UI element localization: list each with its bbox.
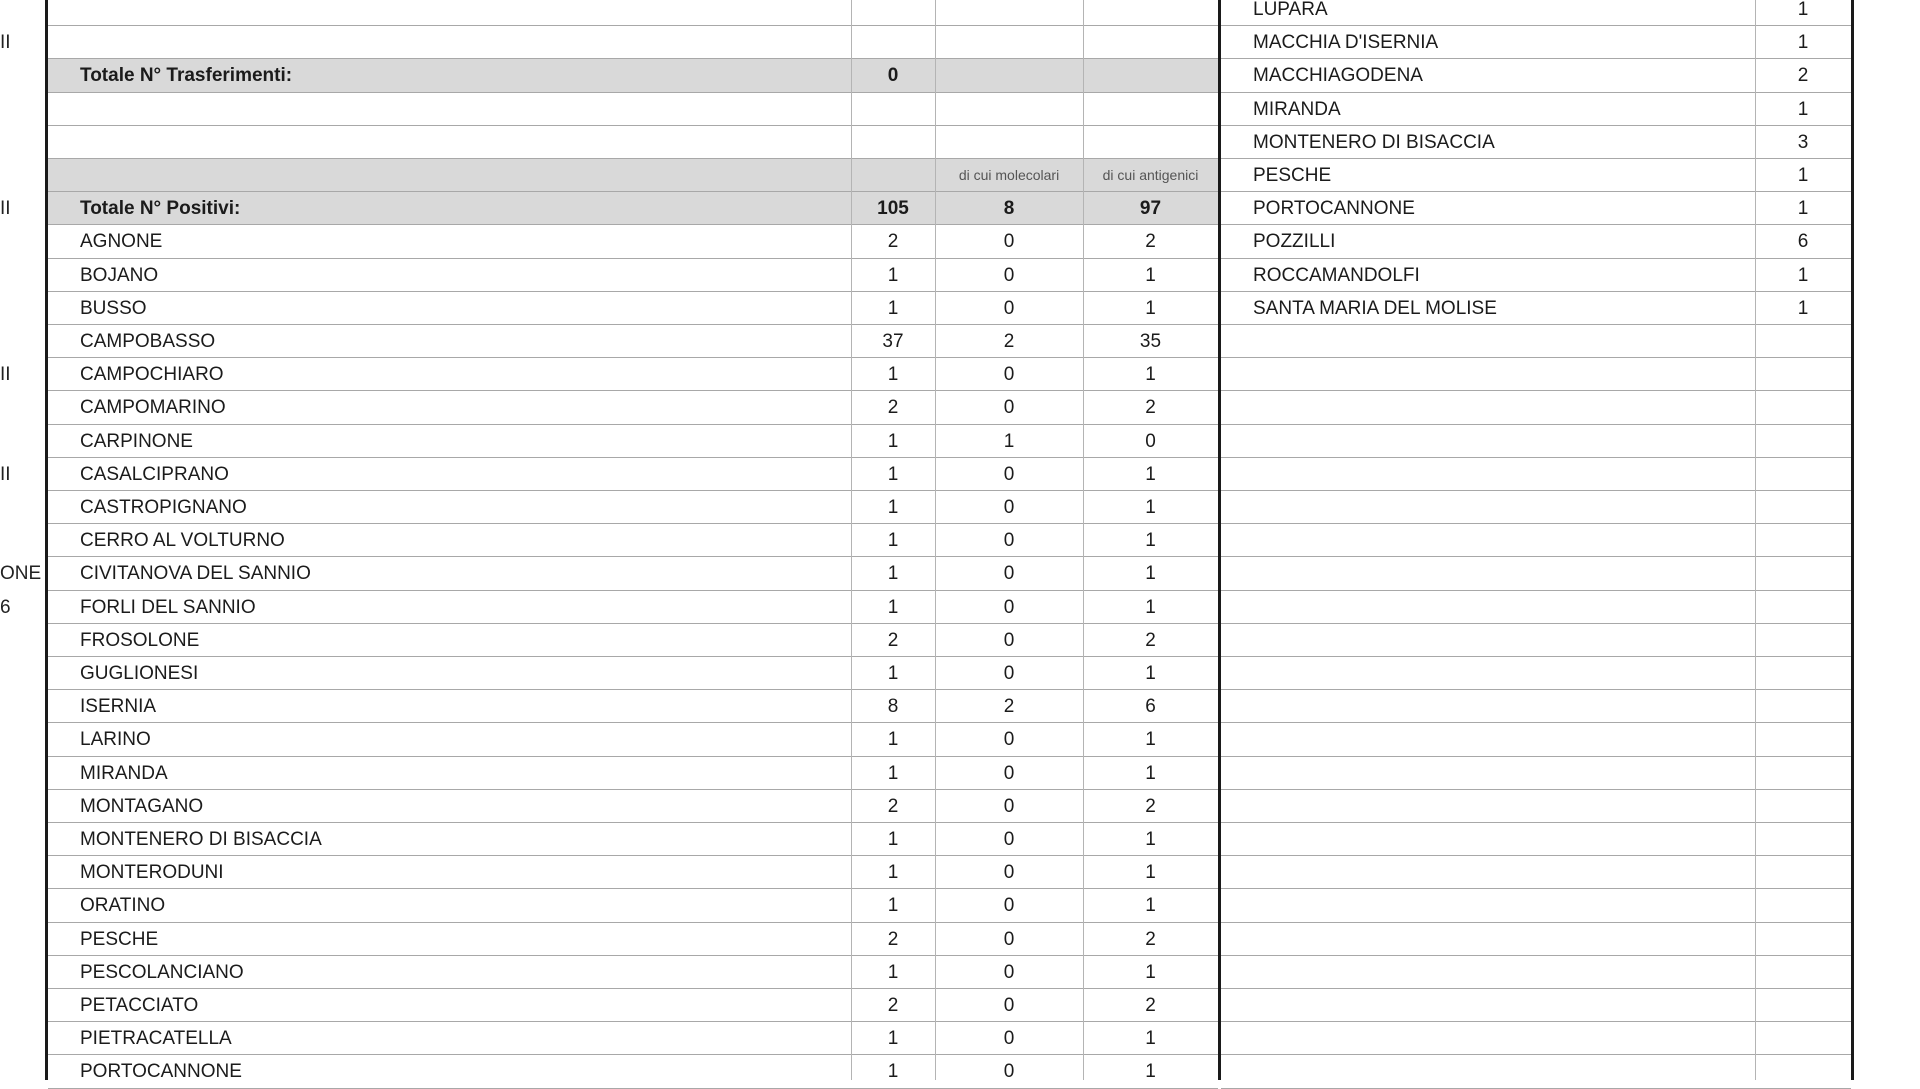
positivi-total: 1	[887, 364, 899, 386]
positivi-total: 1	[887, 530, 899, 552]
positivi-molecolari: 0	[1003, 563, 1015, 585]
totale-molecolari-value: 8	[1003, 198, 1015, 220]
positivi-antigenici: 2	[1145, 629, 1156, 651]
positivi-total: 1	[887, 1028, 899, 1050]
positivi-molecolari: 0	[1003, 629, 1015, 651]
table-border-right	[1851, 0, 1854, 1080]
positivi-antigenici: 1	[1145, 961, 1156, 983]
positivi-total: 2	[887, 928, 899, 950]
comune-value: 1	[1797, 264, 1809, 286]
positivi-total: 1	[887, 862, 899, 884]
comune-name: PETACCIATO	[80, 995, 199, 1016]
positivi-molecolari: 0	[1003, 1028, 1015, 1050]
comune-name: BUSSO	[80, 297, 147, 319]
positivi-molecolari: 1	[1003, 430, 1015, 452]
comune-name: ORATINO	[80, 895, 166, 917]
positivi-antigenici: 0	[1145, 430, 1156, 452]
table-row	[1221, 491, 1851, 524]
positivi-molecolari: 0	[1003, 264, 1015, 286]
table-row	[48, 93, 1218, 126]
positivi-molecolari: 0	[1003, 596, 1015, 618]
positivi-molecolari: 0	[1003, 297, 1015, 319]
comune-name: CERRO AL VOLTURNO	[80, 530, 285, 552]
positivi-antigenici: 1	[1145, 1061, 1156, 1083]
positivi-total: 1	[887, 596, 899, 618]
positivi-antigenici: 1	[1145, 563, 1156, 585]
table-row	[48, 26, 1218, 59]
table-row	[1221, 790, 1851, 823]
comune-name: MONTENERO DI BISACCIA	[80, 829, 322, 850]
positivi-total: 1	[887, 264, 899, 286]
table-row	[48, 0, 1218, 26]
cropped-text-fragment: ONE	[0, 563, 42, 585]
comune-name: GUGLIONESI	[80, 663, 199, 684]
comune-name: CASTROPIGNANO	[80, 497, 247, 518]
comune-name: LARINO	[80, 729, 151, 751]
positivi-molecolari: 0	[1003, 729, 1015, 751]
positivi-total: 37	[882, 331, 904, 352]
positivi-molecolari: 0	[1003, 862, 1015, 884]
positivi-antigenici: 1	[1145, 297, 1156, 319]
positivi-total: 1	[887, 829, 899, 850]
positivi-antigenici: 1	[1145, 729, 1156, 751]
table-row	[1221, 757, 1851, 790]
comune-value: 6	[1797, 231, 1809, 253]
comune-name: MONTENERO DI BISACCIA	[1253, 131, 1495, 153]
comune-name: SANTA MARIA DEL MOLISE	[1253, 297, 1497, 319]
comune-name: PESCHE	[80, 928, 159, 950]
positivi-molecolari: 0	[1003, 231, 1015, 253]
comune-name: CASALCIPRANO	[80, 463, 229, 485]
positivi-molecolari: 0	[1003, 961, 1015, 983]
comune-value: 1	[1797, 198, 1809, 220]
cropped-text-fragment: II	[0, 198, 11, 220]
comune-name: PIETRACATELLA	[80, 1028, 232, 1050]
table-row	[1221, 1055, 1851, 1088]
table-row	[1221, 524, 1851, 557]
table-row	[1221, 956, 1851, 989]
positivi-antigenici: 1	[1145, 1028, 1156, 1050]
comune-name: LUPARA	[1253, 0, 1328, 20]
table-row	[1221, 690, 1851, 723]
positivi-total: 1	[887, 497, 899, 518]
comune-name: AGNONE	[80, 231, 163, 253]
table-row	[1221, 657, 1851, 690]
comune-value: 1	[1797, 0, 1809, 20]
positivi-total: 2	[887, 231, 899, 253]
comune-name: MIRANDA	[1253, 98, 1341, 120]
table-row	[1221, 624, 1851, 657]
positivi-antigenici: 35	[1139, 331, 1162, 352]
comune-name: CAMPOMARINO	[80, 397, 226, 419]
table-row	[1221, 889, 1851, 922]
positivi-table	[48, 0, 1218, 1083]
comune-name: FROSOLONE	[80, 629, 200, 651]
comune-value: 1	[1797, 297, 1809, 319]
positivi-total: 8	[887, 696, 899, 718]
comune-name: CAMPOCHIARO	[80, 364, 224, 386]
comune-name: ROCCAMANDOLFI	[1253, 264, 1420, 286]
comune-value: 1	[1797, 165, 1809, 186]
positivi-antigenici: 2	[1145, 928, 1156, 950]
positivi-antigenici: 1	[1145, 829, 1156, 850]
table-row	[1221, 1022, 1851, 1055]
positivi-total: 2	[887, 629, 899, 651]
comune-name: MONTAGANO	[80, 795, 204, 817]
positivi-molecolari: 0	[1003, 463, 1015, 485]
positivi-molecolari: 0	[1003, 895, 1015, 917]
positivi-antigenici: 1	[1145, 497, 1156, 518]
comune-name: ISERNIA	[80, 696, 157, 718]
table-row	[1221, 591, 1851, 624]
positivi-antigenici: 1	[1145, 895, 1156, 917]
table-row	[1221, 358, 1851, 391]
table-row	[1221, 823, 1851, 856]
totale-antigenici-value: 97	[1139, 198, 1162, 220]
positivi-antigenici: 1	[1145, 596, 1156, 618]
positivi-molecolari: 0	[1003, 762, 1015, 784]
positivi-molecolari: 2	[1003, 331, 1015, 352]
comune-value: 1	[1797, 98, 1809, 120]
comune-value: 3	[1797, 131, 1809, 153]
positivi-total: 1	[887, 663, 899, 684]
comune-name: MONTERODUNI	[80, 862, 224, 884]
comune-name: PESCHE	[1253, 165, 1332, 186]
positivi-antigenici: 6	[1145, 696, 1156, 718]
positivi-antigenici: 1	[1145, 663, 1156, 684]
table-row	[48, 126, 1218, 159]
comune-name: CIVITANOVA DEL SANNIO	[80, 563, 311, 585]
positivi-antigenici: 1	[1145, 530, 1156, 552]
positivi-molecolari: 0	[1003, 928, 1015, 950]
comune-name: POZZILLI	[1253, 231, 1336, 253]
positivi-antigenici: 2	[1145, 397, 1156, 419]
positivi-molecolari: 0	[1003, 530, 1015, 552]
positivi-total: 1	[887, 1061, 899, 1083]
comune-name: CARPINONE	[80, 430, 193, 452]
positivi-total: 1	[887, 895, 899, 917]
totale-positivi-value: 105	[877, 198, 909, 220]
table-row	[1221, 391, 1851, 424]
comune-name: PORTOCANNONE	[80, 1061, 242, 1083]
table-row	[1221, 723, 1851, 756]
positivi-molecolari: 0	[1003, 995, 1015, 1016]
table-row	[1221, 856, 1851, 889]
positivi-molecolari: 0	[1003, 795, 1015, 817]
comune-value: 1	[1797, 32, 1809, 54]
positivi-total: 1	[887, 463, 899, 485]
comune-name: FORLI DEL SANNIO	[80, 596, 256, 618]
positivi-molecolari: 0	[1003, 829, 1015, 850]
positivi-antigenici: 1	[1145, 762, 1156, 784]
positivi-molecolari: 0	[1003, 663, 1015, 684]
table-row	[1221, 923, 1851, 956]
cropped-text-fragment: 6	[0, 596, 11, 618]
comune-name: PORTOCANNONE	[1253, 198, 1415, 220]
positivi-total: 1	[887, 729, 899, 751]
positivi-molecolari: 2	[1003, 696, 1015, 718]
positivi-total: 1	[887, 297, 899, 319]
trasferimenti-value: 0	[887, 65, 899, 87]
guariti-table	[1221, 0, 1851, 1080]
positivi-antigenici: 1	[1145, 463, 1156, 485]
positivi-antigenici: 1	[1145, 264, 1156, 286]
table-row	[1221, 557, 1851, 590]
header-molecolari: di cui molecolari	[958, 167, 1060, 183]
positivi-total: 2	[887, 995, 899, 1016]
totale-positivi-label: Totale N° Positivi:	[80, 198, 241, 220]
comune-name: PESCOLANCIANO	[80, 961, 244, 983]
table-row	[1221, 425, 1851, 458]
cropped-text-fragment: II	[0, 463, 11, 485]
positivi-molecolari: 0	[1003, 1061, 1015, 1083]
positivi-antigenici: 1	[1145, 364, 1156, 386]
positivi-antigenici: 2	[1145, 795, 1156, 817]
positivi-total: 2	[887, 795, 899, 817]
comune-name: MIRANDA	[80, 762, 168, 784]
header-antigenici: di cui antigenici	[1102, 167, 1199, 183]
comune-name: MACCHIAGODENA	[1253, 65, 1423, 87]
positivi-molecolari: 0	[1003, 497, 1015, 518]
positivi-total: 1	[887, 961, 899, 983]
positivi-molecolari: 0	[1003, 364, 1015, 386]
cropped-text-fragment: II	[0, 364, 11, 386]
positivi-total: 1	[887, 430, 899, 452]
comune-name: MACCHIA D'ISERNIA	[1253, 32, 1439, 54]
trasferimenti-label: Totale N° Trasferimenti:	[80, 65, 293, 87]
comune-name: BOJANO	[80, 264, 159, 286]
positivi-antigenici: 2	[1145, 231, 1156, 253]
positivi-antigenici: 1	[1145, 862, 1156, 884]
positivi-molecolari: 0	[1003, 397, 1015, 419]
table-row	[1221, 989, 1851, 1022]
positivi-total: 2	[887, 397, 899, 419]
positivi-antigenici: 2	[1145, 995, 1156, 1016]
cropped-text-fragment: II	[0, 32, 11, 54]
positivi-total: 1	[887, 563, 899, 585]
comune-value: 2	[1797, 65, 1809, 87]
positivi-total: 1	[887, 762, 899, 784]
comune-name: CAMPOBASSO	[80, 331, 216, 352]
table-row	[1221, 458, 1851, 491]
table-row	[1221, 325, 1851, 358]
